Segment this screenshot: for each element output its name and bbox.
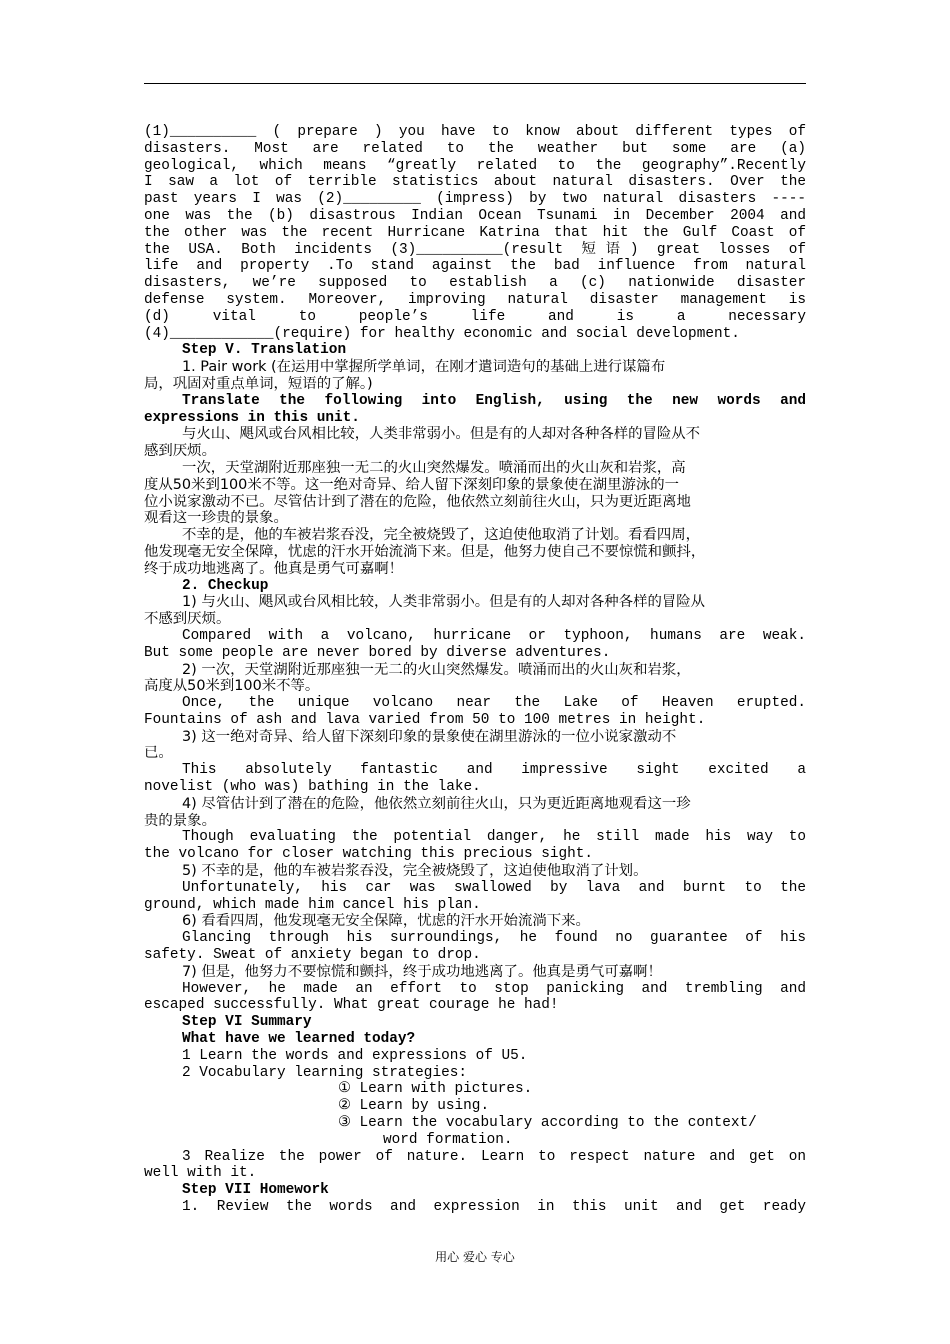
passage-line: geological, which means “greatly related to the geography”.Recently xyxy=(144,157,806,174)
summary-item: 3 Realize the power of nature. Learn to respect nature and get on xyxy=(182,1148,806,1165)
cn-line: 位小说家激动不已。尽管估计到了潜在的危险，他依然立刻前往火山，只为更近距离地 xyxy=(144,493,691,510)
translate-instruction: Translate the following into English, using the new words and xyxy=(182,392,806,409)
checkup-line: Once, the unique volcano near the Lake of Heaven erupted. xyxy=(182,695,806,712)
cn-line: 一次，天堂湖附近那座独一无二的火山突然爆发。喷涌而出的火山灰和岩浆，高 xyxy=(182,459,686,476)
checkup-line: 1) 与火山、飓风或台风相比较，人类非常弱小。但是有的人却对各种各样的冒险从 xyxy=(182,594,706,611)
checkup-line: Glancing through his surroundings, he found no guarantee of his xyxy=(182,930,806,947)
checkup-list xyxy=(144,594,806,1014)
passage-line: past years I was (2)_________ (impress) by two natural disasters ---- xyxy=(144,191,806,208)
cn-paragraph xyxy=(144,426,806,577)
document-body xyxy=(144,124,806,1216)
checkup-title: 2. Checkup xyxy=(182,577,269,594)
checkup-line: 高度从50米到100米不等。 xyxy=(144,678,320,695)
checkup-line: However, he made an effort to stop panicking and trembling and xyxy=(182,980,806,997)
strategy-item-cont: word formation. xyxy=(383,1131,513,1148)
passage-line: (4)____________(require) for healthy economic and social development. xyxy=(144,325,740,342)
strategy-item: ② Learn by using. xyxy=(338,1098,490,1115)
summary-item-cont: well with it. xyxy=(144,1165,257,1182)
page-footer: 用心 爱心 专心 xyxy=(435,1250,515,1264)
passage-line: disasters, we’re supposed to establish a (c) nationwide disaster xyxy=(144,275,806,292)
summary-item: 2 Vocabulary learning strategies: xyxy=(182,1064,467,1081)
cn-line: 与火山、飓风或台风相比较，人类非常弱小。但是有的人却对各种各样的冒险从不 xyxy=(182,426,701,443)
checkup-line: the volcano for closer watching this precious sight. xyxy=(144,846,594,863)
checkup-line: 3) 这一绝对奇异、给人留下深刻印象的景象使在湖里游泳的一位小说家激动不 xyxy=(182,728,677,745)
passage-line: defense system. Moreover, improving natural disaster management is xyxy=(144,291,806,308)
cn-line: 度从50米到100米不等。这一绝对奇异、给人留下深刻印象的景象使在湖里游泳的一 xyxy=(144,476,680,493)
passage-line: the USA. Both incidents (3)__________(result 短语) great losses of xyxy=(144,241,806,258)
checkup-line: Fountains of ash and lava varied from 50 to 100 metres in height. xyxy=(144,711,706,728)
passage-line: life and property .To stand against the bad influence from natural xyxy=(144,258,806,275)
checkup-line: But some people are never bored by diverse adventures. xyxy=(144,644,611,661)
step7-title: Step VII Homework xyxy=(182,1182,329,1199)
summary-question: What have we learned today? xyxy=(182,1031,416,1048)
passage-line: (d) vital to people’s life and is a necessary xyxy=(144,308,806,325)
checkup-line: 6) 看看四周，他发现毫无安全保障，忧虑的汗水开始流淌下来。 xyxy=(182,913,590,930)
step6-title: Step VI Summary xyxy=(182,1014,312,1031)
checkup-line: 4) 尽管估计到了潜在的危险，他依然立刻前往火山，只为更近距离地观看这一珍 xyxy=(182,795,691,812)
checkup-line: 已。 xyxy=(144,745,173,762)
checkup-line: 5) 不幸的是，他的车被岩浆吞没，完全被烧毁了，这迫使他取消了计划。 xyxy=(182,863,648,880)
strategy-item: ③ Learn the vocabulary according to the context/ xyxy=(338,1115,757,1132)
checkup-line: 贵的景象。 xyxy=(144,812,216,829)
checkup-line: novelist (who was) bathing in the lake. xyxy=(144,779,481,796)
cn-line: 他发现毫无安全保障，忧虑的汗水开始流淌下来。但是，他努力使自己不要惊慌和颤抖， xyxy=(144,543,706,560)
homework-item: 1. Review the words and expression in this unit and get ready xyxy=(182,1199,806,1215)
pair-work-line-cont: 局，巩固对重点单词，短语的了解。) xyxy=(144,375,373,392)
checkup-line: safety. Sweat of anxiety began to drop. xyxy=(144,947,481,964)
checkup-line: 2) 一次，天堂湖附近那座独一无二的火山突然爆发。喷涌而出的火山灰和岩浆， xyxy=(182,661,691,678)
cn-line: 观看这一珍贵的景象。 xyxy=(144,510,288,527)
checkup-line: 7) 但是，他努力不要惊慌和颤抖，终于成功地逃离了。他真是勇气可嘉啊！ xyxy=(182,963,662,980)
strategy-item: ① Learn with pictures. xyxy=(338,1081,533,1098)
summary-item: 1 Learn the words and expressions of U5. xyxy=(182,1047,528,1064)
checkup-line: Unfortunately, his car was swallowed by lava and burnt to the xyxy=(182,879,806,896)
cn-line: 感到厌烦。 xyxy=(144,443,216,460)
checkup-line: Compared with a volcano, hurricane or typhoon, humans are weak. xyxy=(182,627,806,644)
cn-line: 终于成功地逃离了。他真是勇气可嘉啊！ xyxy=(144,560,404,577)
checkup-line: This absolutely fantastic and impressive sight excited a xyxy=(182,762,806,779)
header-rule xyxy=(144,83,806,84)
passage-line: the other was the recent Hurricane Katrina that hit the Gulf Coast of xyxy=(144,224,806,241)
pair-work-line: 1. Pair work (在运用中掌握所学单词，在刚才遣词造句的基础上进行谋篇布 xyxy=(182,359,666,376)
checkup-line: ground, which made him cancel his plan. xyxy=(144,896,481,913)
checkup-line: escaped successfully. What great courage he had! xyxy=(144,997,559,1014)
cn-line: 不幸的是，他的车被岩浆吞没，完全被烧毁了，这迫使他取消了计划。看看四周， xyxy=(182,527,701,544)
checkup-line: Though evaluating the potential danger, he still made his way to xyxy=(182,829,806,846)
passage-line: (1)__________ ( prepare ) you have to know about different types of xyxy=(144,124,806,140)
passage-line: one was the (b) disastrous Indian Ocean Tsunami in December 2004 and xyxy=(144,207,806,224)
passage xyxy=(144,124,806,342)
passage-line: I saw a lot of terrible statistics about natural disasters. Over the xyxy=(144,174,806,191)
translate-instruction-cont: expressions in this unit. xyxy=(144,409,360,426)
checkup-line: 不感到厌烦。 xyxy=(144,611,231,628)
passage-line: disasters. Most are related to the weather but some are (a) xyxy=(144,140,806,157)
step5-title: Step V. Translation xyxy=(182,342,347,359)
